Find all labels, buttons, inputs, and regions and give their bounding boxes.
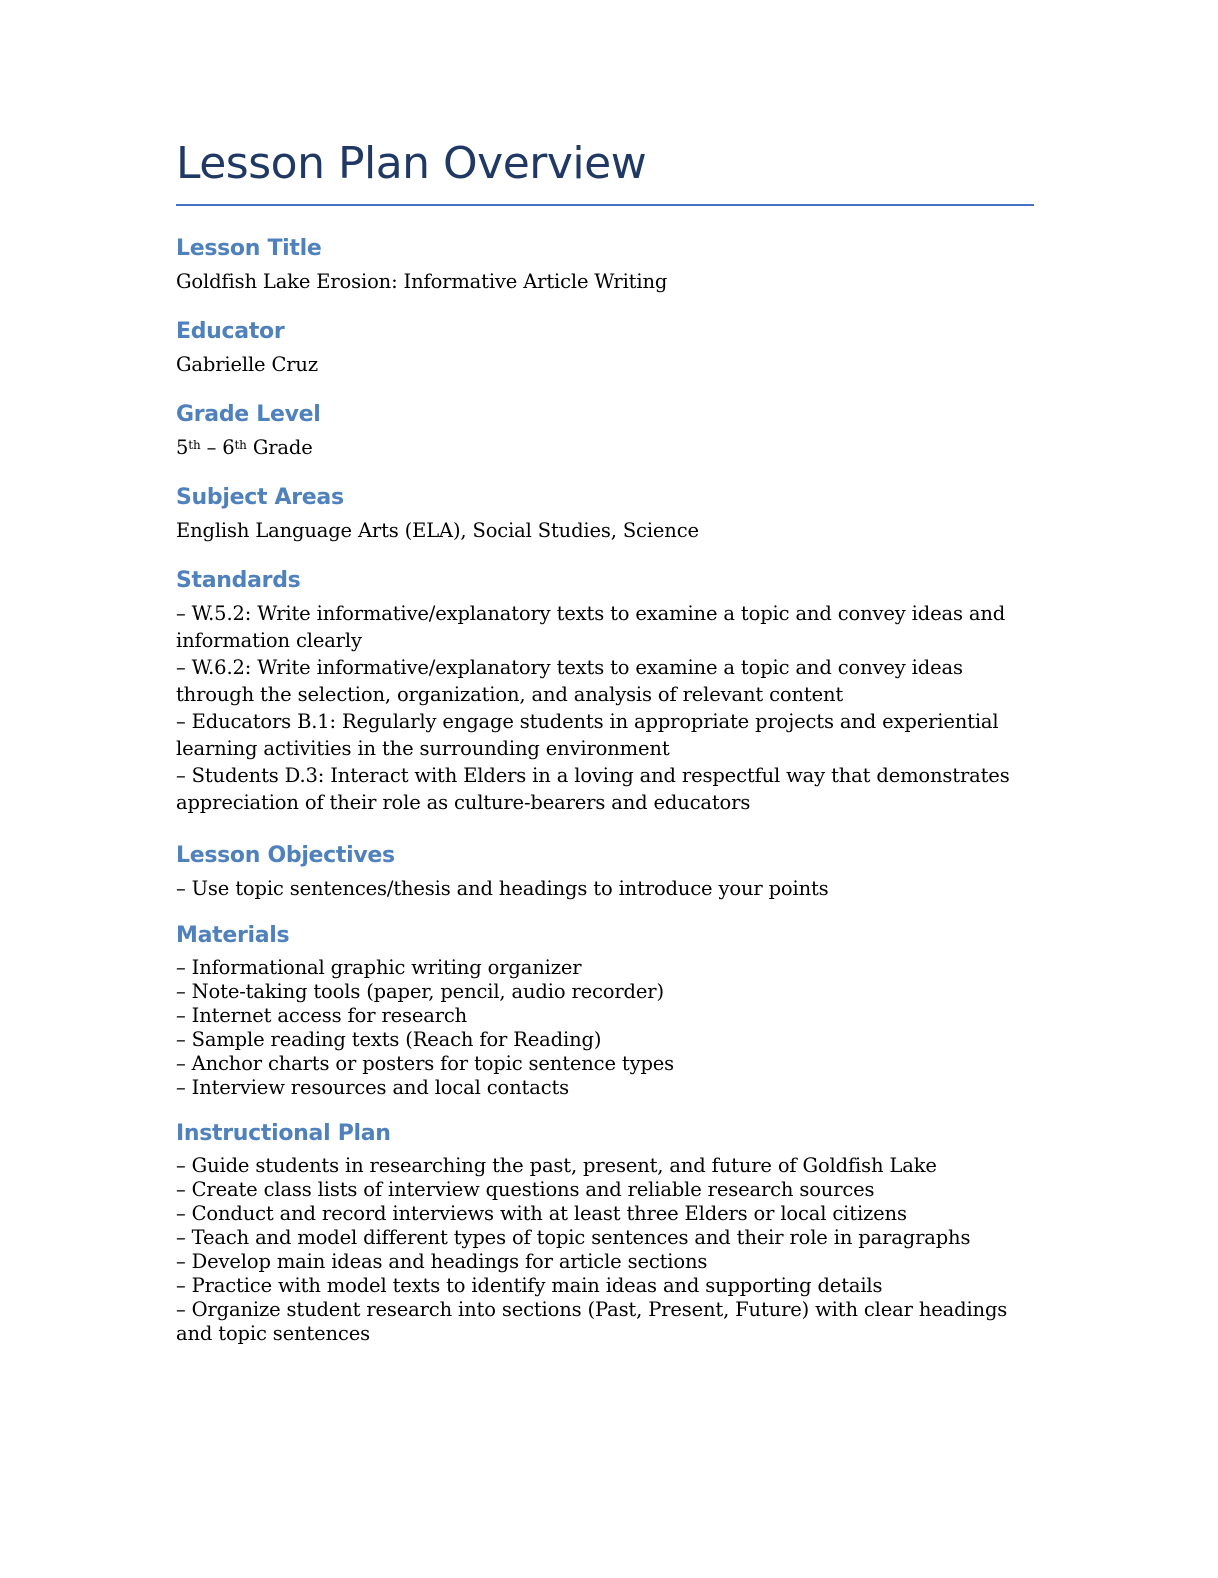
title-divider [176,204,1034,206]
standards-heading: Standards [176,568,301,593]
materials-list [176,956,1034,1100]
lesson-title-value: Goldfish Lake Erosion: Informative Article Writing [176,270,668,293]
subject-areas-value: English Language Arts (ELA), Social Studies, Science [176,519,699,542]
grade-to-suffix: th [234,438,247,452]
list-item: – W.6.2: Write informative/explanatory texts to examine a topic and convey ideas through the selection, organization, and analysis of relevant content [176,656,963,706]
educator-heading: Educator [176,319,285,344]
grade-to: 6 [222,436,235,459]
grade-separator: – [200,436,223,459]
grade-from: 5 [176,436,189,459]
list-item: – Sample reading texts (Reach for Reading) [176,1028,602,1051]
list-item: – Note-taking tools (paper, pencil, audio recorder) [176,980,664,1003]
list-item: – Organize student research into sections (Past, Present, Future) with clear headings and topic sentences [176,1298,1008,1345]
list-item: – Develop main ideas and headings for article sections [176,1250,708,1273]
list-item: – Anchor charts or posters for topic sentence types [176,1052,675,1075]
list-item: – Students D.3: Interact with Elders in a loving and respectful way that demonstrates appreciation of their role as culture-bearers and educators [176,764,1010,814]
materials-heading: Materials [176,923,290,948]
list-item: – Guide students in researching the past, present, and future of Goldfish Lake [176,1154,937,1177]
document-page [176,138,1034,1345]
list-item: – Create class lists of interview questions and reliable research sources [176,1178,875,1201]
list-item: – Informational graphic writing organizer [176,956,582,979]
lesson-title-heading: Lesson Title [176,236,322,261]
list-item: – Teach and model different types of topic sentences and their role in paragraphs [176,1226,971,1249]
list-item: – W.5.2: Write informative/explanatory texts to examine a topic and convey ideas and information clearly [176,602,1006,652]
section-grade-level [176,400,1034,461]
list-item: – Use topic sentences/thesis and headings to introduce your points [176,877,829,900]
grade-label: Grade [246,436,313,459]
standards-list [176,600,1034,816]
section-subject-areas [176,483,1034,544]
list-item: – Practice with model texts to identify main ideas and supporting details [176,1274,883,1297]
document-title: Lesson Plan Overview [176,138,647,189]
section-materials [176,921,1034,1100]
lesson-objectives-list [176,875,1034,902]
grade-level-value [176,434,1034,461]
instructional-plan-heading: Instructional Plan [176,1121,391,1146]
grade-level-heading: Grade Level [176,402,321,427]
section-standards [176,566,1034,816]
instructional-plan-list [176,1154,1034,1346]
list-item: – Internet access for research [176,1004,468,1027]
section-educator [176,317,1034,378]
section-lesson-title [176,234,1034,295]
list-item: – Interview resources and local contacts [176,1076,570,1099]
list-item: – Conduct and record interviews with at least three Elders or local citizens [176,1202,907,1225]
grade-from-suffix: th [188,438,201,452]
list-item: – Educators B.1: Regularly engage students in appropriate projects and experiential learning activities in the surrounding environment [176,710,999,760]
educator-value: Gabrielle Cruz [176,353,318,376]
section-instructional-plan [176,1119,1034,1346]
subject-areas-heading: Subject Areas [176,485,344,510]
section-lesson-objectives [176,841,1034,902]
lesson-objectives-heading: Lesson Objectives [176,843,395,868]
